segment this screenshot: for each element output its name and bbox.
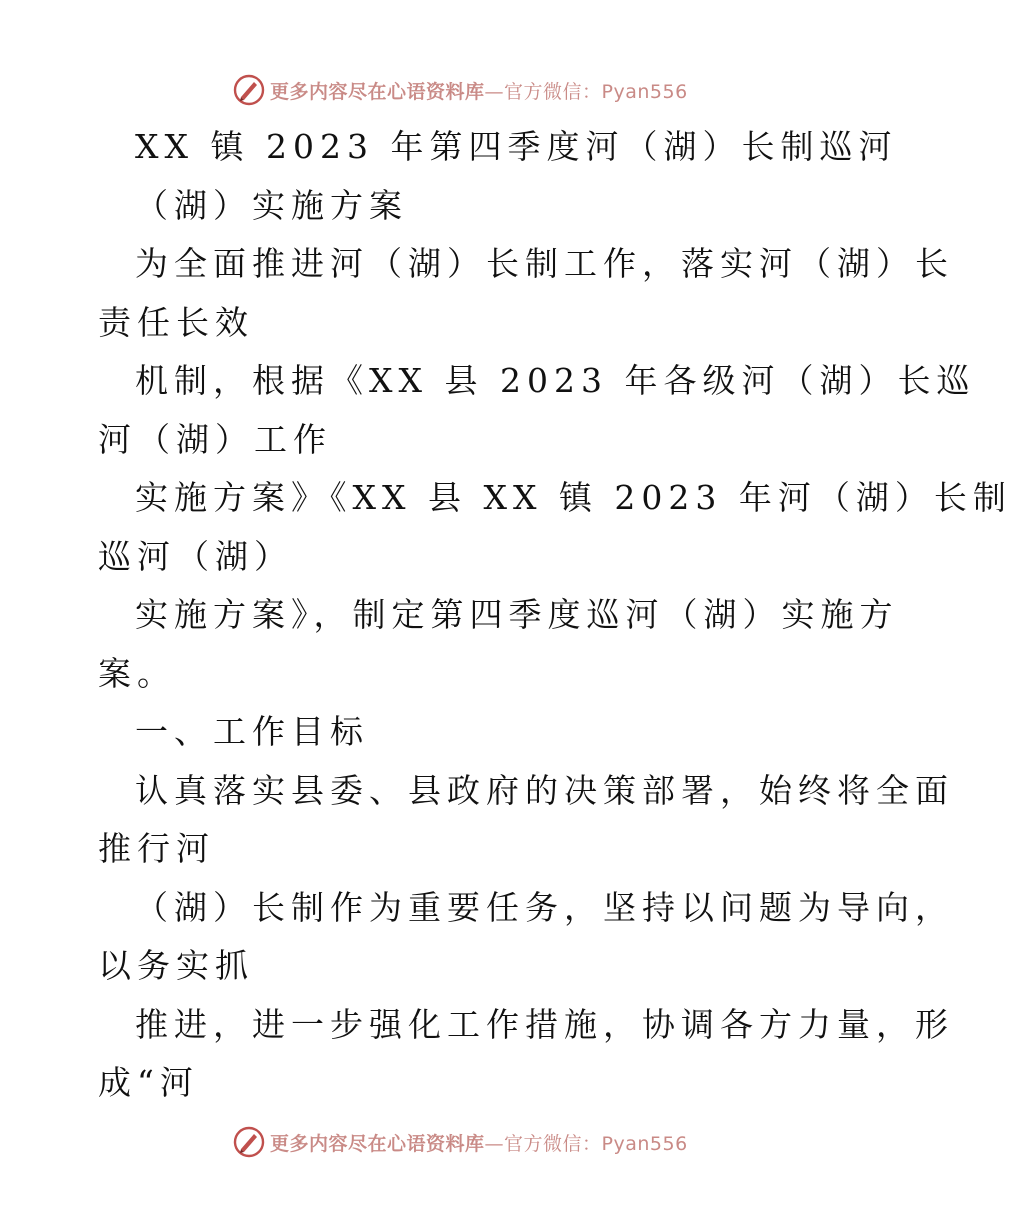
document-line: （湖）实施方案	[135, 185, 408, 225]
watermark-text	[270, 1129, 688, 1156]
pen-logo-icon	[232, 73, 266, 107]
footer-watermark	[232, 1122, 688, 1162]
document-line: 责任长效	[98, 302, 254, 342]
watermark-official-label: 官方微信：	[504, 80, 602, 103]
watermark-account-id: Pyan556	[601, 80, 688, 103]
watermark-main-text: 更多内容尽在心语资料库	[270, 80, 485, 103]
document-line: 一、工作目标	[135, 712, 369, 751]
document-line: 河（湖）工作	[98, 419, 332, 459]
document-line: 以务实抓	[98, 946, 254, 985]
watermark-account-id: Pyan556	[601, 1132, 688, 1155]
document-line: （湖）长制作为重要任务，坚持以问题为导向，	[135, 887, 954, 927]
document-line: 认真落实县委、县政府的决策部署，始终将全面	[135, 770, 954, 810]
document-line: 实施方案》《XX 县 XX 镇 2023 年河（湖）长制	[135, 478, 1012, 517]
header-watermark	[232, 70, 688, 110]
document-line: 案。	[98, 653, 176, 693]
document-line: 成“河	[98, 1063, 199, 1102]
document-line: 推进，进一步强化工作措施，协调各方力量，形	[135, 1004, 954, 1044]
document-line: XX 镇 2023 年第四季度河（湖）长制巡河	[135, 127, 898, 166]
watermark-separator: —	[484, 1132, 505, 1155]
document-line: 推行河	[98, 829, 215, 868]
watermark-main-text: 更多内容尽在心语资料库	[270, 1132, 485, 1155]
pen-logo-icon	[232, 1125, 266, 1159]
document-body	[98, 118, 1012, 1113]
watermark-official-label: 官方微信：	[504, 1132, 602, 1155]
watermark-separator: —	[484, 80, 505, 103]
document-line: 为全面推进河（湖）长制工作，落实河（湖）长	[135, 244, 954, 283]
document-line: 机制，根据《XX 县 2023 年各级河（湖）长巡	[135, 361, 976, 400]
document-line: 巡河（湖）	[98, 536, 293, 576]
document-line: 实施方案》，制定第四季度巡河（湖）实施方	[135, 595, 899, 634]
watermark-text	[270, 77, 688, 104]
